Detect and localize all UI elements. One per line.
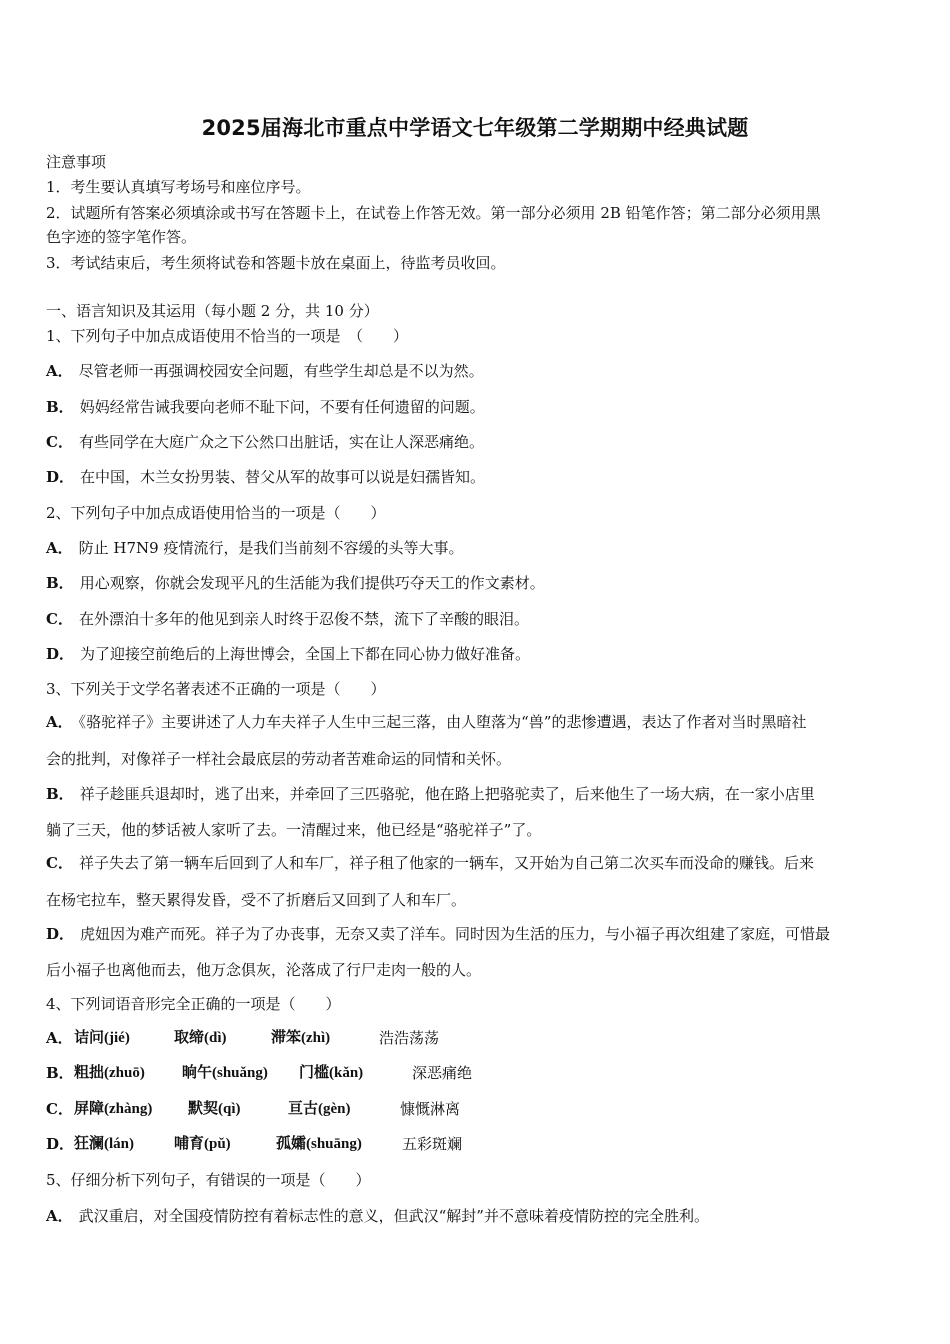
option-text: 祥子趁匪兵退却时，逃了出来，并牵回了三匹骆驼，他在路上把骆驼卖了，后来他生了一场大病，在一家小店里	[79, 785, 815, 803]
option-letter: D．	[46, 645, 75, 663]
q3-option-d-cont: 后小福子也离他而去，他万念俱灰，沦落成了行尸走肉一般的人。	[46, 961, 482, 979]
notice-item-3: 3．考试结束后，考生须将试卷和答题卡放在桌面上，待监考员收回。	[46, 254, 506, 272]
q3-stem: 3、下列关于文学名著表述不正确的一项是（ ）	[46, 680, 386, 698]
option-letter: B．	[46, 785, 74, 803]
option-word: 屏障(zhàng)	[74, 1101, 153, 1117]
q2-option-c	[46, 609, 908, 629]
q3-option-a-cont: 会的批判，对像祥子一样社会最底层的劳动者苦难命运的同情和关怀。	[46, 750, 512, 768]
option-word: 五彩斑斓	[402, 1135, 463, 1153]
q4-stem: 4、下列词语音形完全正确的一项是（ ）	[46, 995, 341, 1013]
q3-option-b	[46, 784, 908, 804]
option-letter: B．	[46, 1064, 74, 1082]
option-text: 尽管老师一再强调校园安全问题，有些学生却总是不以为然。	[78, 362, 484, 380]
q3-option-d	[46, 924, 908, 944]
q3-option-a	[46, 712, 908, 732]
notice-item-1: 1．考生要认真填写考场号和座位序号。	[46, 178, 311, 196]
option-letter: D．	[46, 468, 75, 486]
q2-option-b	[46, 573, 908, 593]
option-word: 门槛(kǎn)	[299, 1065, 364, 1081]
option-text: 用心观察，你就会发现平凡的生活能为我们提供巧夺天工的作文素材。	[79, 574, 545, 592]
notice-heading: 注意事项	[46, 153, 107, 171]
option-letter: C．	[46, 433, 73, 451]
option-letter: C．	[46, 854, 73, 872]
option-word: 浩浩荡荡	[379, 1029, 440, 1047]
option-word: 慷慨淋离	[400, 1100, 461, 1118]
q3-option-c	[46, 853, 908, 873]
option-word: 滞笨(zhì)	[271, 1030, 331, 1046]
option-text: 武汉重启，对全国疫情防控有着标志性的意义，但武汉“解封”并不意味着疫情防控的完全胜利。	[78, 1207, 709, 1225]
option-word: 诘问(jié)	[74, 1030, 130, 1046]
option-word: 孤孀(shuāng)	[276, 1136, 362, 1152]
option-text: 在外漂泊十多年的他见到亲人时终于忍俊不禁，流下了辛酸的眼泪。	[78, 610, 529, 628]
option-text: 防止 H7N9 疫情流行，是我们当前刻不容缓的头等大事。	[78, 539, 464, 557]
option-text: 妈妈经常告诫我要向老师不耻下问，不要有任何遗留的问题。	[79, 398, 485, 416]
option-text: 在中国，木兰女扮男装、替父从军的故事可以说是妇孺皆知。	[80, 468, 486, 486]
option-letter: A．	[46, 362, 73, 380]
option-letter: B．	[46, 574, 74, 592]
option-text: 为了迎接空前绝后的上海世博会，全国上下都在同心协力做好准备。	[80, 645, 531, 663]
option-word: 亘古(gèn)	[288, 1101, 351, 1117]
option-text: 有些同学在大庭广众之下公然口出脏话，实在让人深恶痛绝。	[78, 433, 484, 451]
option-word: 深恶痛绝	[412, 1064, 473, 1082]
notice-item-2-cont: 色字迹的签字笔作答。	[46, 228, 197, 246]
option-text: 祥子失去了第一辆车后回到了人和车厂，祥子租了他家的一辆车，又开始为自己第二次买车而没命的赚钱。后来	[78, 854, 814, 872]
option-word: 默契(qì)	[188, 1101, 241, 1117]
option-word: 晌午(shuǎng)	[182, 1065, 268, 1081]
option-letter: C．	[46, 1100, 73, 1118]
q2-option-a	[46, 538, 908, 558]
option-letter: A．	[46, 713, 73, 731]
q1-stem: 1、下列句子中加点成语使用不恰当的一项是 （ ）	[46, 327, 409, 345]
option-word: 狂澜(lán)	[74, 1136, 135, 1152]
option-text: 虎妞因为难产而死。祥子为了办丧事，无奈又卖了洋车。同时因为生活的压力，与小福子再次组建了家庭，可惜最	[80, 925, 831, 943]
option-letter: A．	[46, 1207, 73, 1225]
q3-option-c-cont: 在杨宅拉车，整天累得发昏，受不了折磨后又回到了人和车厂。	[46, 891, 467, 909]
q5-option-a	[46, 1206, 908, 1226]
q1-option-c	[46, 432, 908, 452]
q3-option-b-cont: 躺了三天，他的梦话被人家听了去。一清醒过来，他已经是“骆驼祥子”了。	[46, 821, 542, 839]
q2-stem: 2、下列句子中加点成语使用恰当的一项是（ ）	[46, 504, 386, 522]
option-letter: A．	[46, 1029, 73, 1047]
option-word: 粗拙(zhuō)	[74, 1065, 145, 1081]
option-text: 《骆驼祥子》主要讲述了人力车夫祥子人生中三起三落，由人堕落为“兽”的悲惨遭遇，表达了作者对当时黑暗社	[78, 713, 807, 731]
option-word: 取缔(dì)	[174, 1030, 227, 1046]
option-letter: C．	[46, 610, 73, 628]
option-letter: D．	[46, 1135, 75, 1153]
q1-option-d	[46, 467, 908, 487]
page-title: 2025届海北市重点中学语文七年级第二学期期中经典试题	[201, 116, 749, 140]
q1-option-b	[46, 397, 908, 417]
q2-option-d	[46, 644, 908, 664]
q1-option-a	[46, 361, 908, 381]
notice-item-2: 2．试题所有答案必须填涂或书写在答题卡上，在试卷上作答无效。第一部分必须用 2B 铅笔作答；第二部分必须用黑	[46, 204, 821, 222]
option-letter: A．	[46, 539, 73, 557]
option-letter: D．	[46, 925, 75, 943]
q5-stem: 5、仔细分析下列句子，有错误的一项是（ ）	[46, 1171, 371, 1189]
section-heading: 一、语言知识及其运用（每小题 2 分，共 10 分）	[46, 302, 379, 320]
option-letter: B．	[46, 398, 74, 416]
option-word: 哺育(pǔ)	[174, 1136, 231, 1152]
